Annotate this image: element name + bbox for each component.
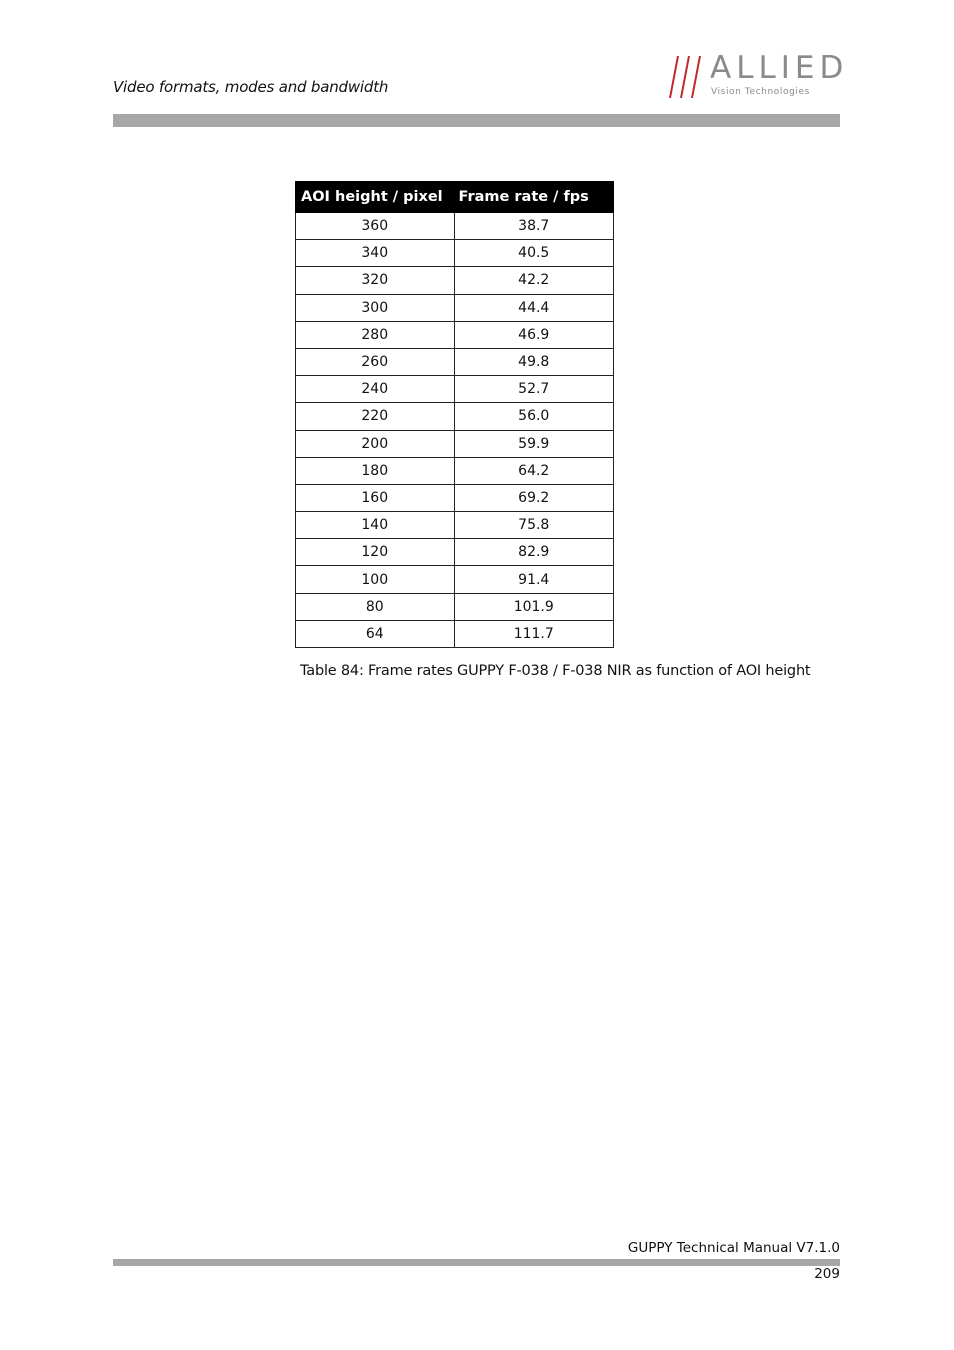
- aoi-height-cell: 240: [296, 376, 455, 403]
- table-caption: Table 84: Frame rates GUPPY F-038 / F-038 NIR as function of AOI height: [300, 663, 811, 679]
- allied-slashes-icon: [668, 54, 710, 100]
- frame-rate-cell: 59.9: [454, 430, 614, 457]
- frame-rate-cell: 75.8: [454, 512, 614, 539]
- manual-title: GUPPY Technical Manual V7.1.0: [627, 1240, 840, 1256]
- aoi-height-cell: 220: [296, 403, 455, 430]
- aoi-height-cell: 120: [296, 539, 455, 566]
- column-header-frame-rate: Frame rate / fps: [454, 182, 614, 213]
- header-rule: [113, 114, 840, 127]
- frame-rate-cell: 49.8: [454, 348, 614, 375]
- table-row: [296, 620, 614, 647]
- logo-wordmark: ALLIED: [710, 50, 849, 86]
- aoi-height-cell: 300: [296, 294, 455, 321]
- aoi-height-cell: 360: [296, 213, 455, 240]
- frame-rate-cell: 52.7: [454, 376, 614, 403]
- table-row: [296, 348, 614, 375]
- table-header-row: [296, 182, 614, 213]
- aoi-height-cell: 160: [296, 484, 455, 511]
- column-header-aoi-height: AOI height / pixel: [296, 182, 455, 213]
- table-row: [296, 376, 614, 403]
- footer-rule: [113, 1259, 840, 1266]
- frame-rate-cell: 82.9: [454, 539, 614, 566]
- table-row: [296, 512, 614, 539]
- frame-rate-cell: 64.2: [454, 457, 614, 484]
- aoi-height-cell: 140: [296, 512, 455, 539]
- table-row: [296, 267, 614, 294]
- aoi-height-cell: 64: [296, 620, 455, 647]
- aoi-height-cell: 180: [296, 457, 455, 484]
- table-row: [296, 430, 614, 457]
- frame-rate-cell: 91.4: [454, 566, 614, 593]
- aoi-height-cell: 260: [296, 348, 455, 375]
- aoi-height-cell: 100: [296, 566, 455, 593]
- aoi-height-cell: 320: [296, 267, 455, 294]
- table-row: [296, 321, 614, 348]
- frame-rate-cell: 111.7: [454, 620, 614, 647]
- frame-rate-cell: 69.2: [454, 484, 614, 511]
- section-title: Video formats, modes and bandwidth: [113, 78, 389, 96]
- frame-rate-cell: 42.2: [454, 267, 614, 294]
- frame-rate-cell: 38.7: [454, 213, 614, 240]
- allied-logo: [668, 50, 849, 100]
- table-row: [296, 403, 614, 430]
- frame-rate-cell: 44.4: [454, 294, 614, 321]
- frame-rate-cell: 101.9: [454, 593, 614, 620]
- table-row: [296, 593, 614, 620]
- aoi-height-cell: 340: [296, 240, 455, 267]
- aoi-height-cell: 80: [296, 593, 455, 620]
- logo-tagline: Vision Technologies: [711, 87, 810, 97]
- frame-rate-cell: 40.5: [454, 240, 614, 267]
- frame-rate-cell: 56.0: [454, 403, 614, 430]
- table-row: [296, 213, 614, 240]
- table-row: [296, 240, 614, 267]
- table-row: [296, 294, 614, 321]
- frame-rate-table: [295, 181, 614, 648]
- aoi-height-cell: 200: [296, 430, 455, 457]
- page-number: 209: [814, 1266, 840, 1282]
- table-row: [296, 457, 614, 484]
- table-row: [296, 566, 614, 593]
- aoi-height-cell: 280: [296, 321, 455, 348]
- table-row: [296, 539, 614, 566]
- frame-rate-cell: 46.9: [454, 321, 614, 348]
- table-row: [296, 484, 614, 511]
